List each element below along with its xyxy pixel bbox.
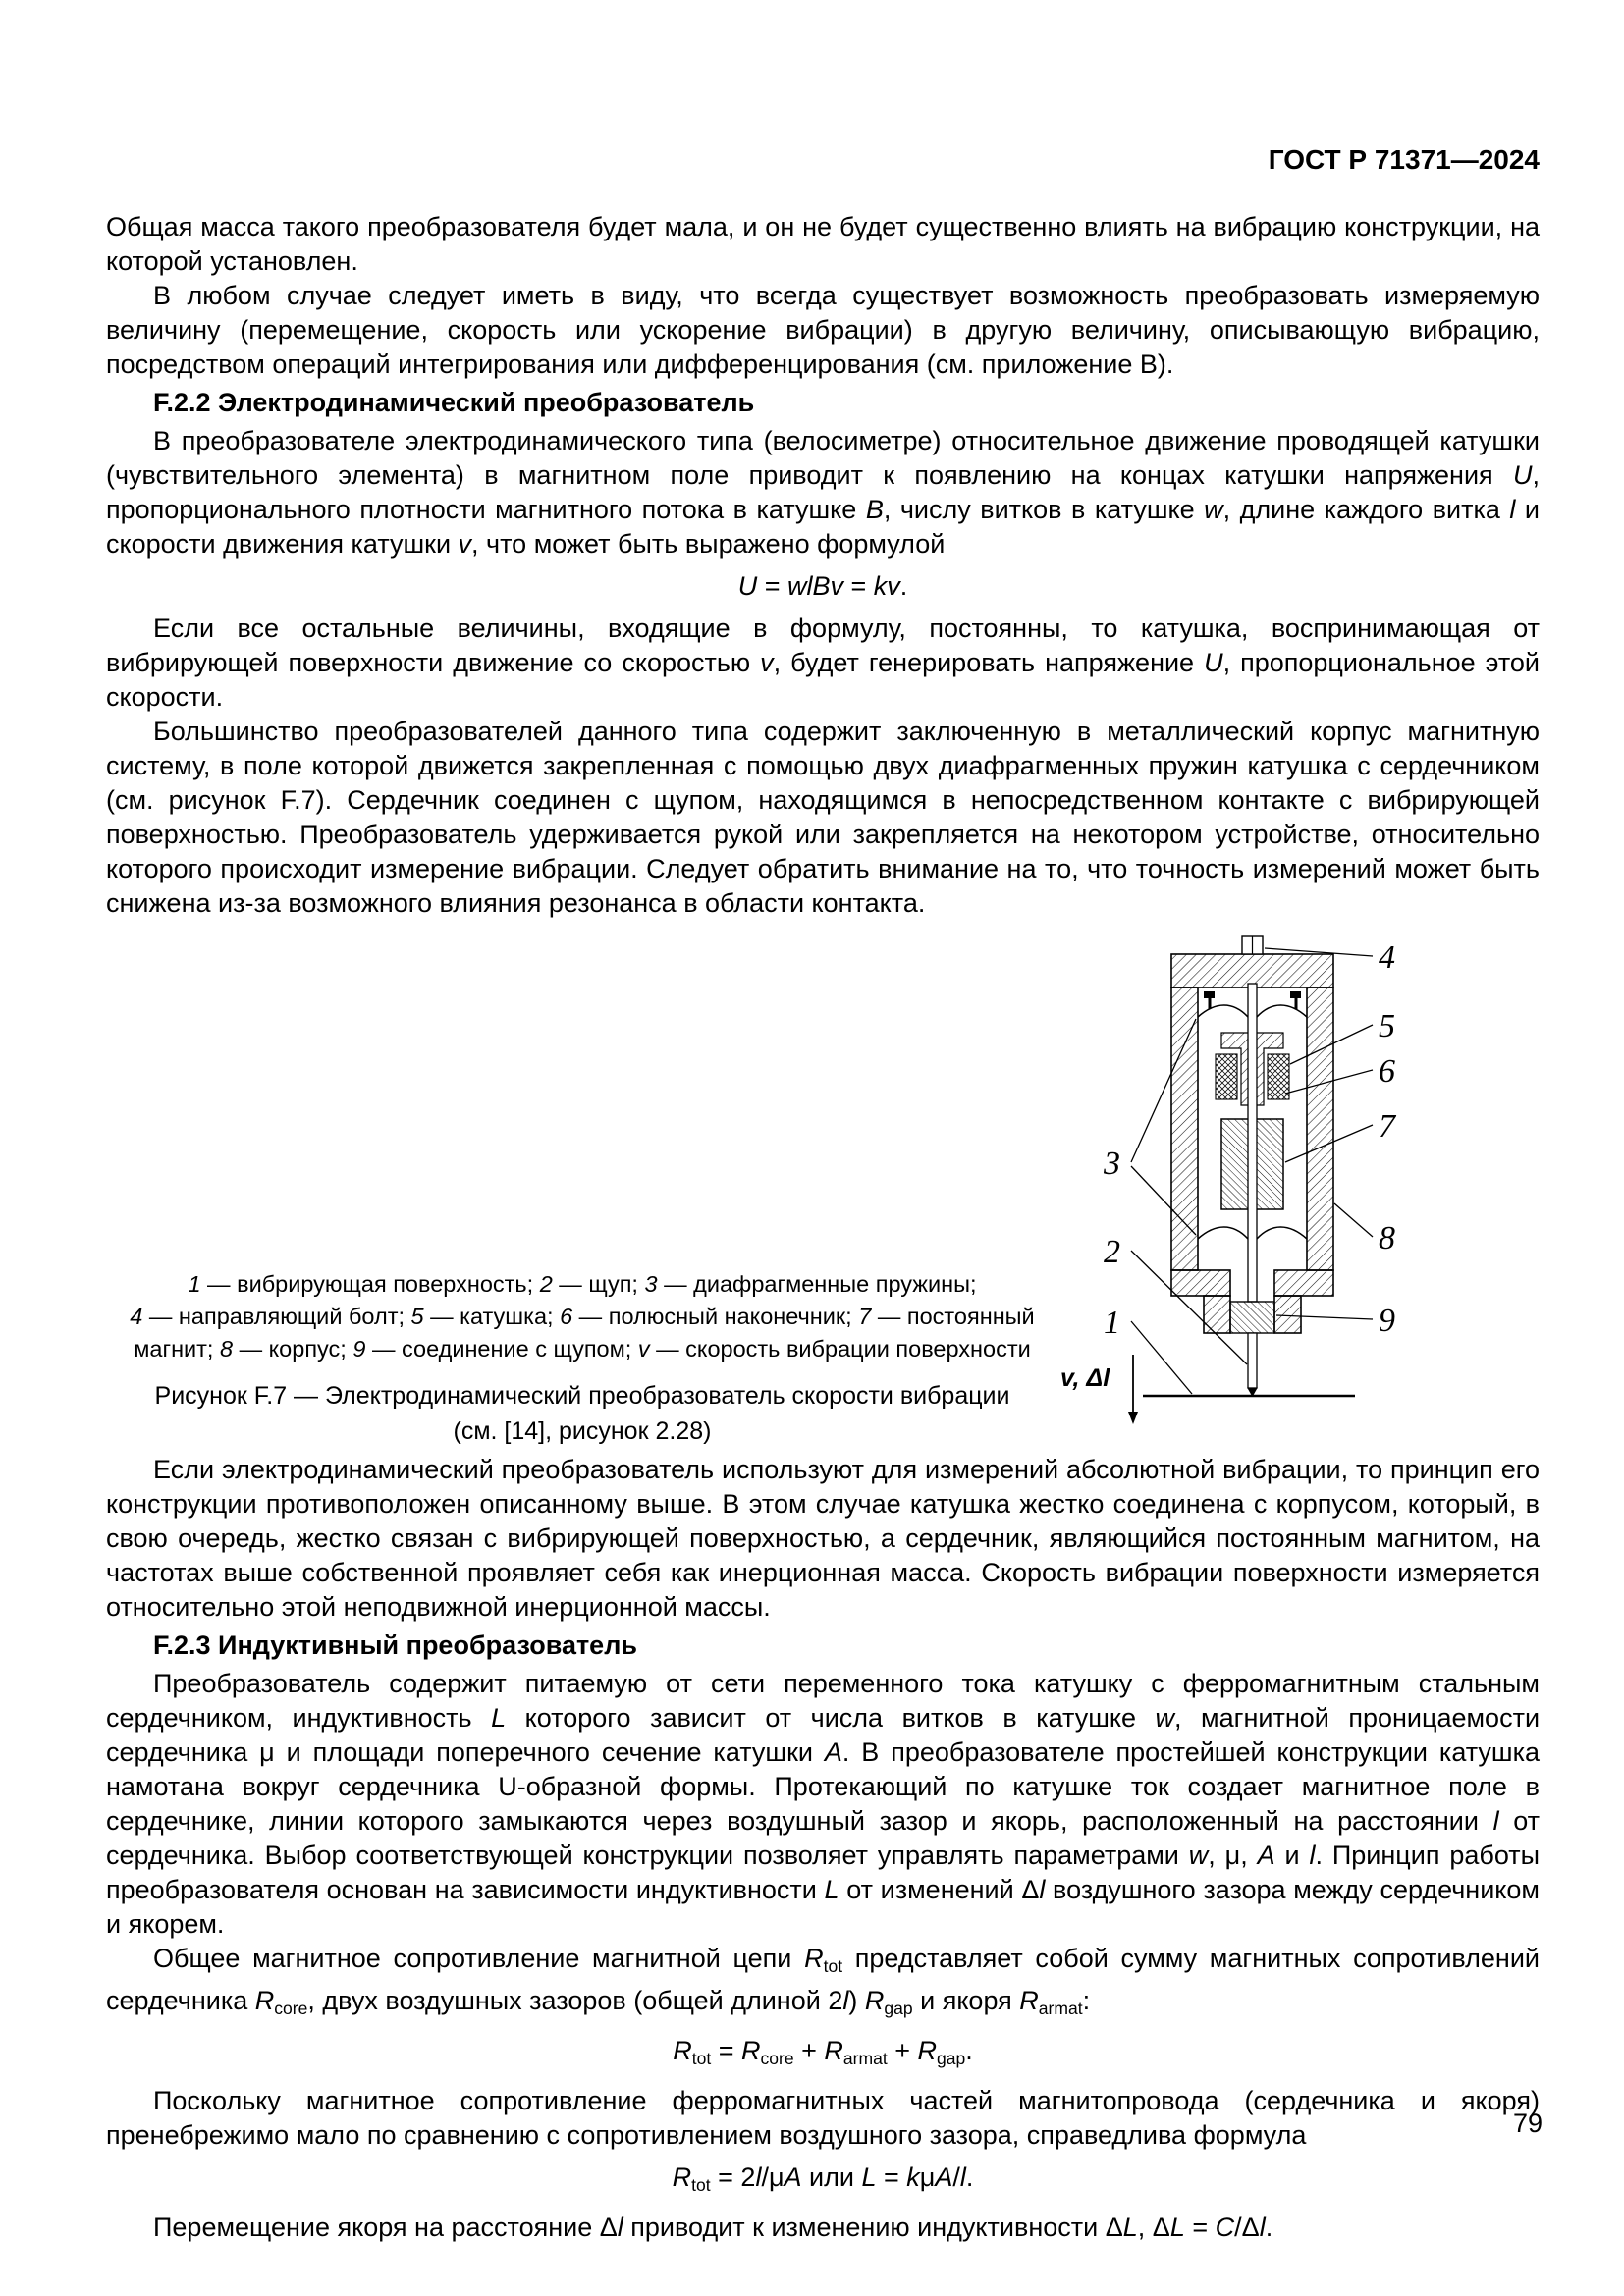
figure-f7 <box>106 927 1540 1445</box>
figure-caption <box>126 1378 1039 1449</box>
callout-6-label: 6 <box>1379 1053 1395 1090</box>
paragraph-construction-description: Большинство преобразователей данного типа содержит заключенную в металлический корпус магнитную систему, в поле которой движется закрепленная с помощью двух диафрагменных пружин катушка с сердечником (см. рисунок F.7). Сердечник соединен с щупом, находящимся в непосредственном контакте с вибрирующей поверхностью. Преобразователь удерживается рукой или закрепляется на некотором устройстве, относительно которого происходит измерение вибрации. Следует обратить внимание на то, что точность измерений может быть снижена из-за возможного влияния резонанса в области контакта. <box>106 717 1540 918</box>
callout-8-label: 8 <box>1379 1220 1395 1256</box>
section-heading-f22: F.2.2 Электродинамический преобразователь <box>153 388 755 417</box>
probe <box>1248 1333 1257 1396</box>
formula-reluctance-value: Rtot = 2l/μA или L = kμA/l. <box>672 2162 974 2195</box>
paragraph-absolute-vibration: Если электродинамический преобразователь используют для измерений абсолютной вибрации, то принцип его конструкции противоположен описанному выше. В этом случае катушка жестко соединена с корпусом, который, в свою очередь, жестко связан с вибрирующей поверхностью, а сердечник, являющийся постоянным магнитом, на частотах выше собственной проявляет себя как инерционная масса. Скорость вибрации поверхности измеряется относительно этой неподвижной инерционной массы. <box>106 1455 1540 1622</box>
transducer-cross-section-diagram <box>1049 927 1432 1437</box>
callout-2-label: 2 <box>1104 1234 1120 1270</box>
paragraph-inductive-principle: Преобразователь содержит питаемую от сети переменного тока катушку с ферромагнитным стальным сердечником, индуктивность L которого зависит от числа витков в катушке w, магнитной проницаемости сердечника μ и площади поперечного сечение катушки A. В преобразователе простейшей конструкции катушка намотана вокруг сердечника U-образной формы. Протекающий по катушке ток создает магнитное поле в сердечнике, линии которого замыкаются через воздушный зазор и якорь, расположенный на расстоянии l от сердечника. Выбор соответствующей конструкции позволяет управлять параметрами w, μ, A и l. Принцип работы преобразователя основан на зависимости индуктивности L от изменений Δl воздушного зазора между сердечником и якорем. <box>106 1669 1541 1939</box>
page-header <box>106 145 1540 175</box>
guide-bolt <box>1242 936 1263 954</box>
paragraph-intro-mass: Общая масса такого преобразователя будет мала, и он не будет существенно влиять на вибрацию конструкции, на которой установлен. <box>106 212 1540 276</box>
legend-line-1: 1 — вибрирующая поверхность; 2 — щуп; 3 — диафрагменные пружины; <box>188 1271 977 1297</box>
figure-legend <box>126 1268 1039 1365</box>
figure-caption-source: (см. [14], рисунок 2.28) <box>453 1417 712 1445</box>
section-heading-f23: F.2.3 Индуктивный преобразователь <box>153 1630 637 1660</box>
callout-9-label: 9 <box>1379 1303 1395 1339</box>
legend-line-3: магнит; 8 — корпус; 9 — соединение с щупом; v — скорость вибрации поверхности <box>134 1336 1031 1362</box>
formula-velocity-voltage: U = wlBv = kv. <box>737 571 908 601</box>
callout-4-label: 4 <box>1379 939 1395 976</box>
callout-1-label: 1 <box>1104 1305 1120 1341</box>
paragraph-reluctance-intro: Общее магнитное сопротивление магнитной цепи Rtot представляет собой сумму магнитных сопротивлений сердечника Rcore, двух воздушных зазоров (общей длиной 2l) Rgap и якоря Rarmat: <box>106 1944 1540 2018</box>
document-page <box>106 145 1540 2245</box>
paragraph-conversion-note: В любом случае следует иметь в виду, что всегда существует возможность преобразовать измеряемую величину (перемещение, скорость или ускорение вибрации) в другую величину, описывающую вибрацию, посредством операций интегрирования или дифференцирования (см. приложение В). <box>106 281 1540 379</box>
probe-connection <box>1230 1302 1274 1333</box>
figure-caption-title: Рисунок F.7 — Электродинамический преобразователь скорости вибрации <box>154 1382 1010 1410</box>
callout-7-label: 7 <box>1379 1108 1395 1145</box>
page-number: 79 <box>1512 2109 1543 2138</box>
standard-number: ГОСТ Р 71371—2024 <box>1268 144 1540 175</box>
motion-arrow <box>1128 1355 1138 1424</box>
motion-label: v, Δl <box>1060 1364 1110 1392</box>
paragraph-armature-displacement: Перемещение якоря на расстояние Δl приводит к изменению индуктивности ΔL, ΔL = C/Δl. <box>153 2212 1273 2242</box>
core-stem <box>1248 984 1257 1302</box>
paragraph-electrodynamic-principle: В преобразователе электродинамического типа (велосиметре) относительное движение проводящей катушки (чувствительного элемента) в магнитном поле приводит к появлению на концах катушки напряжения U, пропорционального плотности магнитного потока в катушке B, числу витков в катушке w, длине каждого витка l и скорости движения катушки v, что может быть выражено формулой <box>106 426 1541 559</box>
callout-5-label: 5 <box>1379 1008 1395 1044</box>
paragraph-reluctance-approximation: Поскольку магнитное сопротивление ферромагнитных частей магнитопровода (сердечника и якоря) пренебрежимо мало по сравнению с сопротивлением воздушного зазора, справедлива формула <box>106 2085 1540 2150</box>
paragraph-constant-values: Если все остальные величины, входящие в формулу, постоянны, то катушка, воспринимающая от вибрирующей поверхности движение со скоростью v, будет генерировать напряжение U, пропорциональное этой скорости. <box>106 614 1540 712</box>
legend-line-2: 4 — направляющий болт; 5 — катушка; 6 — полюсный наконечник; 7 — постоянный <box>130 1304 1035 1329</box>
callout-3-label: 3 <box>1104 1146 1120 1182</box>
formula-reluctance-sum: Rtot = Rcore + Rarmat + Rgap. <box>673 2035 973 2068</box>
